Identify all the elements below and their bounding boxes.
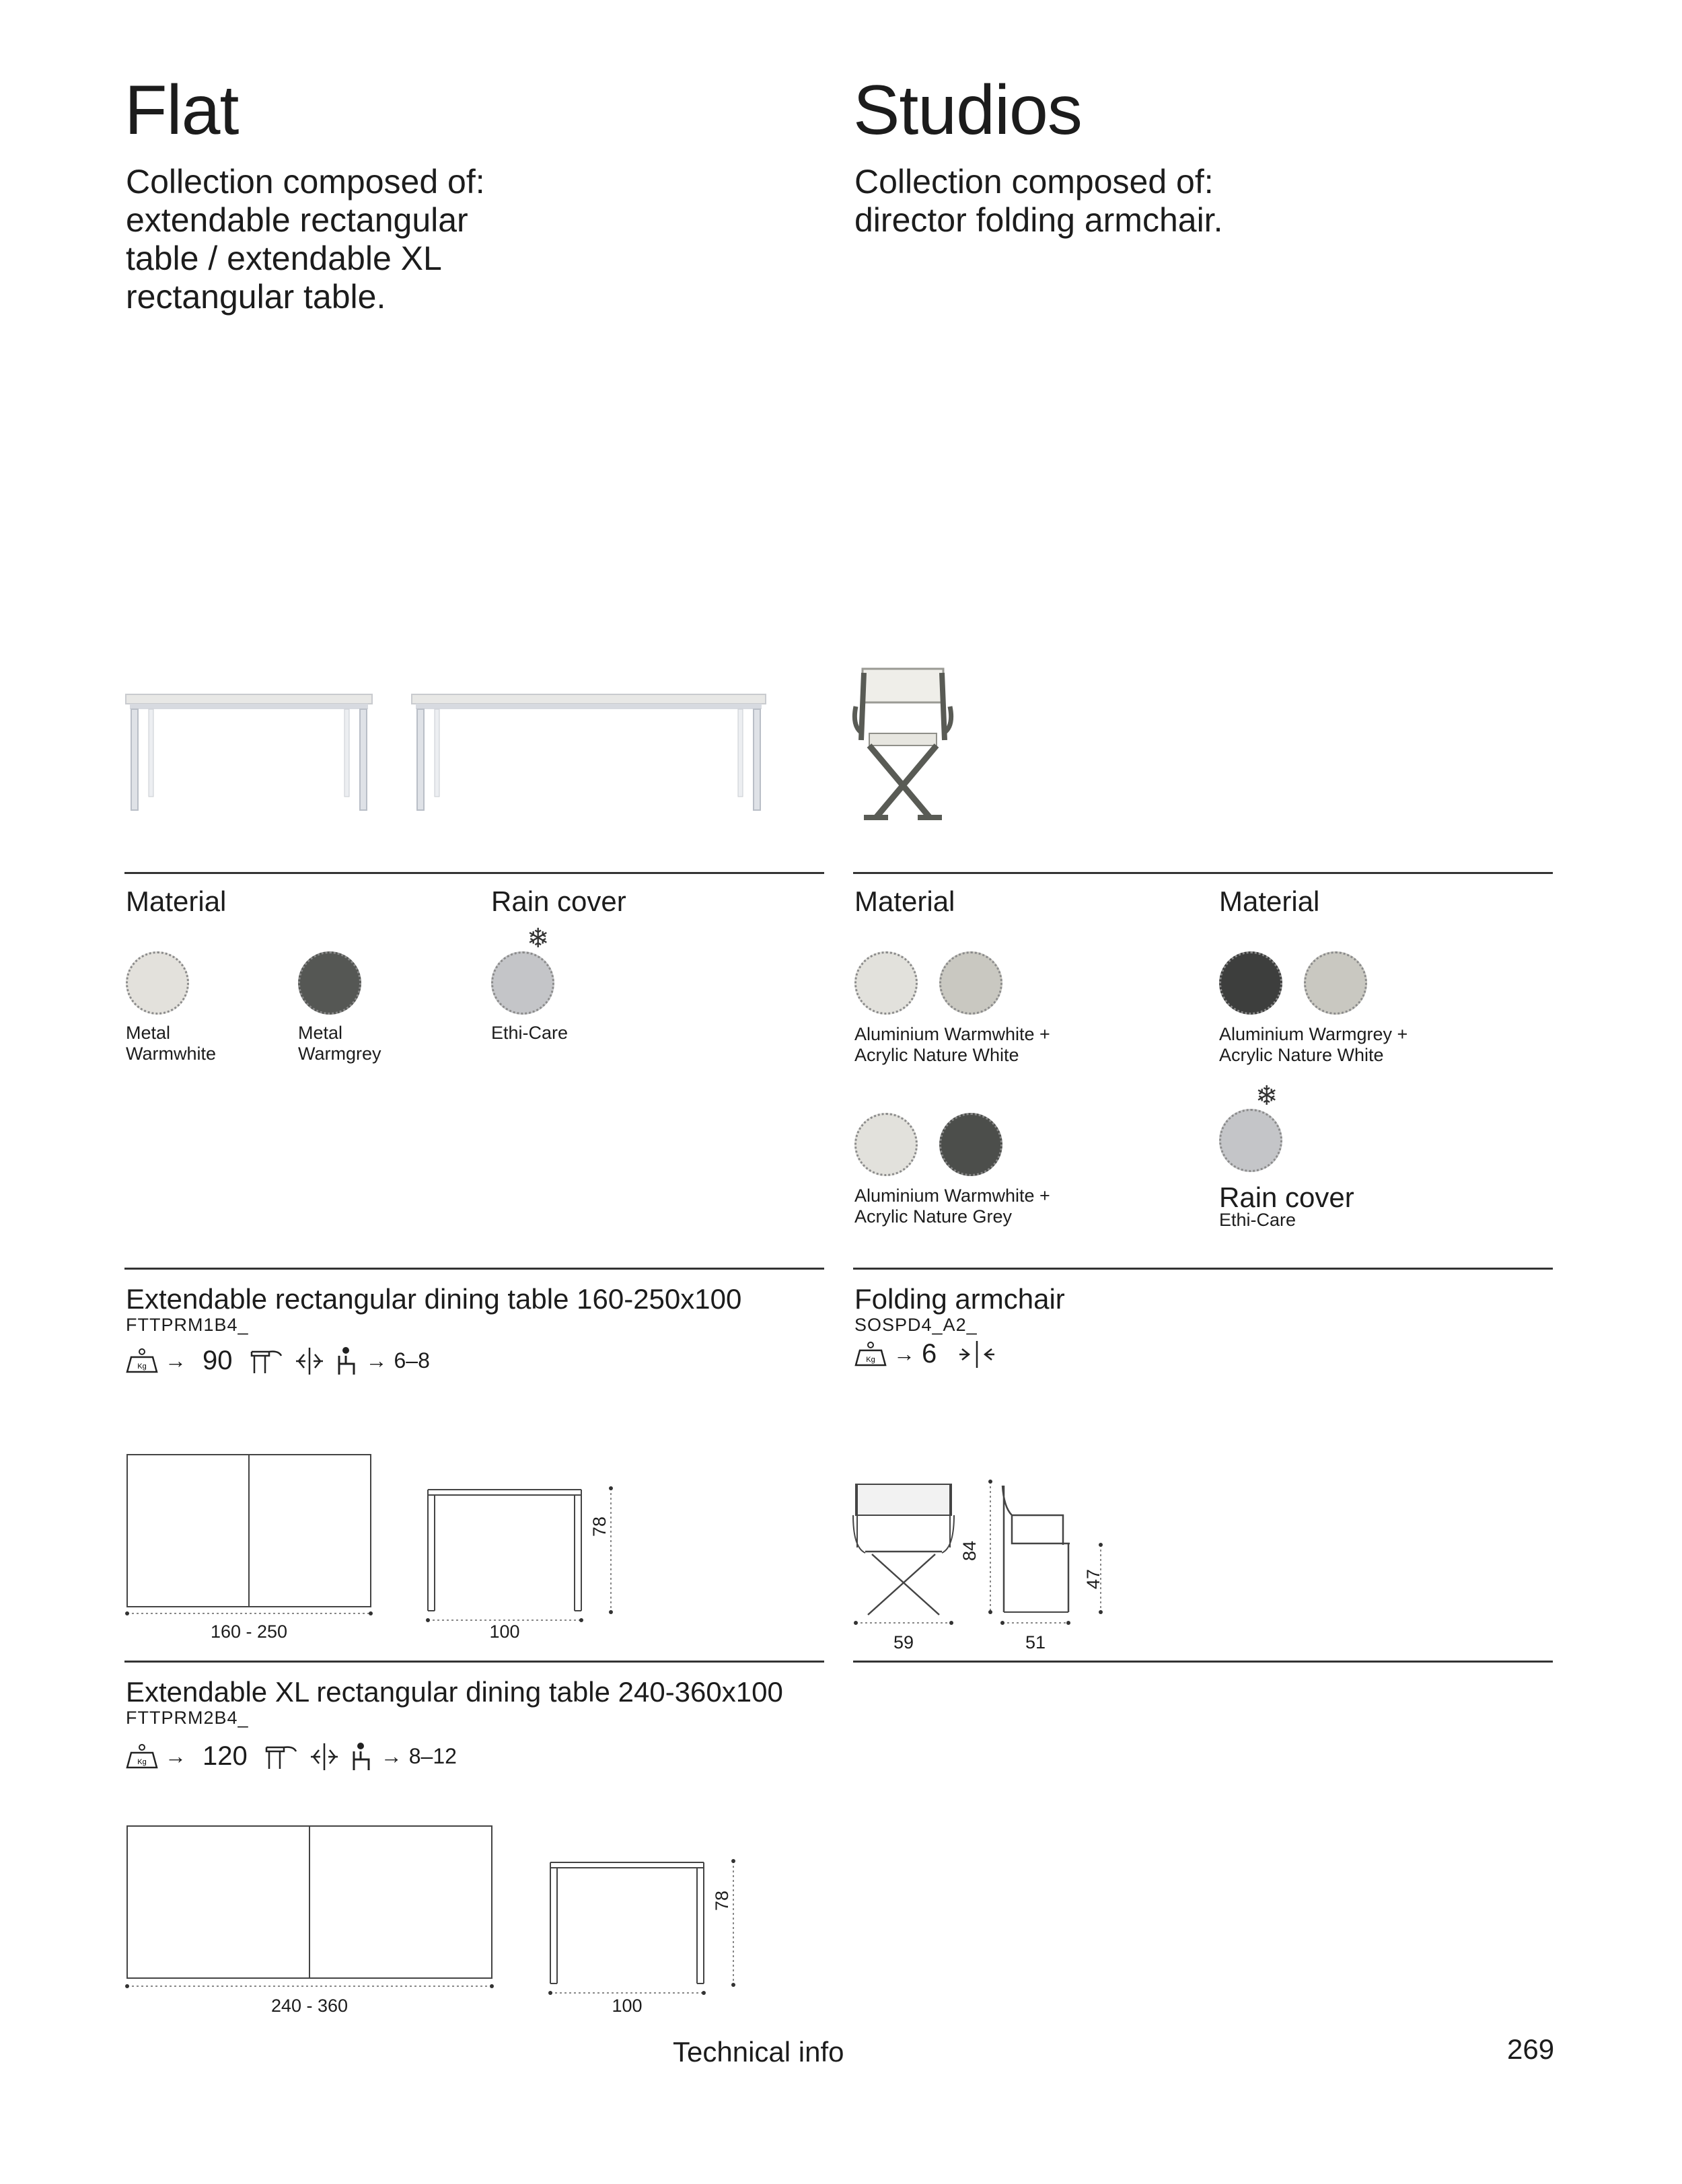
xl-table-image <box>410 686 767 821</box>
weight-icon <box>854 1341 887 1368</box>
studios-material-heading-1: Material <box>854 885 955 917</box>
divider <box>124 872 824 874</box>
product-specs <box>126 1346 430 1376</box>
swatch-aluminium-warmwhite <box>854 1113 918 1176</box>
product-code: FTTPRM1B4_ <box>126 1315 249 1335</box>
svg-text:Kg: Kg <box>866 1355 875 1364</box>
weight-icon <box>126 1743 158 1770</box>
swatch-label: Ethi-Care <box>491 1023 569 1043</box>
flat-title: Flat <box>124 71 239 149</box>
studios-intro: Collection composed of: director folding armchair. <box>854 163 1223 239</box>
product-code: FTTPRM2B4_ <box>126 1708 249 1728</box>
footer-section: Technical info <box>673 2036 844 2068</box>
xl-table-side-view <box>546 1860 741 1994</box>
swatch-label: Aluminium Warmwhite + Acrylic Nature Grey <box>854 1186 1050 1227</box>
armchair-side-view <box>989 1480 1110 1622</box>
svg-text:Kg: Kg <box>137 1362 147 1371</box>
product-specs <box>854 1339 996 1369</box>
armchair-front-view <box>852 1480 973 1622</box>
swatch-metal-warmwhite <box>126 951 189 1015</box>
flat-intro: Collection composed of: extendable rectangular table / extendable XL rectangular table. <box>126 163 485 316</box>
studios-material-heading-2: Material <box>1219 885 1320 917</box>
arrow-icon: → <box>165 1348 186 1373</box>
svg-text:Kg: Kg <box>137 1757 147 1766</box>
swatch-label: Metal Warmgrey <box>298 1023 381 1064</box>
folding-icon <box>958 1340 996 1369</box>
swatch-ethi-care <box>1219 1109 1282 1172</box>
studios-title: Studios <box>853 71 1082 149</box>
extension-icon <box>264 1742 299 1772</box>
swatch-acrylic-nature-white <box>1304 951 1367 1015</box>
extendable-icon <box>291 1346 328 1376</box>
weight-icon <box>126 1348 158 1375</box>
flat-material-heading: Material <box>126 885 227 917</box>
swatch-ethi-care <box>491 951 554 1015</box>
arrow-icon: → <box>165 1744 186 1768</box>
page-number: 269 <box>1507 2033 1555 2065</box>
dim-height: 78 <box>712 1890 732 1911</box>
xl-table-top-view <box>124 1825 501 1986</box>
dimension-line <box>124 1607 380 1620</box>
extension-icon <box>249 1346 284 1376</box>
table-top-view <box>124 1453 380 1496</box>
seat-count: 6–8 <box>394 1348 430 1373</box>
dim-depth: 51 <box>1025 1632 1046 1652</box>
divider <box>853 872 1553 874</box>
seating-icon <box>350 1742 374 1772</box>
snowflake-icon: ❄ <box>527 924 550 953</box>
arrow-icon: → <box>893 1342 915 1366</box>
swatch-acrylic-nature-white <box>939 951 1002 1015</box>
seating-icon <box>335 1346 359 1376</box>
dim-depth: 100 <box>489 1622 520 1642</box>
swatch-aluminium-warmgrey <box>1219 951 1282 1015</box>
seat-count: 8–12 <box>408 1744 457 1768</box>
swatch-acrylic-nature-grey <box>939 1113 1002 1176</box>
swatch-metal-warmgrey <box>298 951 361 1015</box>
product-title: Extendable XL rectangular dining table 240-360x100 <box>126 1676 783 1708</box>
divider <box>124 1268 824 1270</box>
swatch-label: Aluminium Warmgrey + Acrylic Nature White <box>1219 1024 1408 1065</box>
max-weight: 90 <box>203 1346 233 1375</box>
dim-length: 160 - 250 <box>210 1622 288 1642</box>
studios-rain-cover-heading: Rain cover <box>1219 1181 1354 1213</box>
dim-depth: 100 <box>612 1996 643 2016</box>
product-title: Folding armchair <box>854 1283 1065 1315</box>
swatch-aluminium-warmwhite <box>854 951 918 1015</box>
product-specs <box>126 1741 457 1772</box>
swatch-label: Aluminium Warmwhite + Acrylic Nature White <box>854 1024 1050 1065</box>
dimension-line <box>124 1979 501 1993</box>
arrow-icon: → <box>365 1348 388 1373</box>
table-image <box>124 686 373 821</box>
dim-height: 84 <box>959 1540 980 1561</box>
product-title: Extendable rectangular dining table 160-250x100 <box>126 1283 742 1315</box>
arrow-icon: → <box>380 1744 402 1768</box>
dim-length: 240 - 360 <box>270 1996 349 2016</box>
divider <box>853 1268 1553 1270</box>
dim-seat-height: 47 <box>1083 1568 1103 1589</box>
dim-width: 59 <box>893 1632 914 1652</box>
table-side-view <box>424 1487 619 1622</box>
product-code: SOSPD4_A2_ <box>854 1315 978 1335</box>
stack-count: 6 <box>922 1339 937 1369</box>
armchair-image <box>849 666 957 834</box>
swatch-label: Ethi-Care <box>1219 1210 1296 1230</box>
snowflake-icon: ❄ <box>1255 1081 1278 1111</box>
extendable-icon <box>305 1742 343 1772</box>
swatch-label: Metal Warmwhite <box>126 1023 217 1064</box>
flat-rain-cover-heading: Rain cover <box>491 885 626 917</box>
divider <box>853 1661 1553 1663</box>
dim-height: 78 <box>589 1516 610 1537</box>
max-weight: 120 <box>203 1741 248 1771</box>
divider <box>124 1661 824 1663</box>
